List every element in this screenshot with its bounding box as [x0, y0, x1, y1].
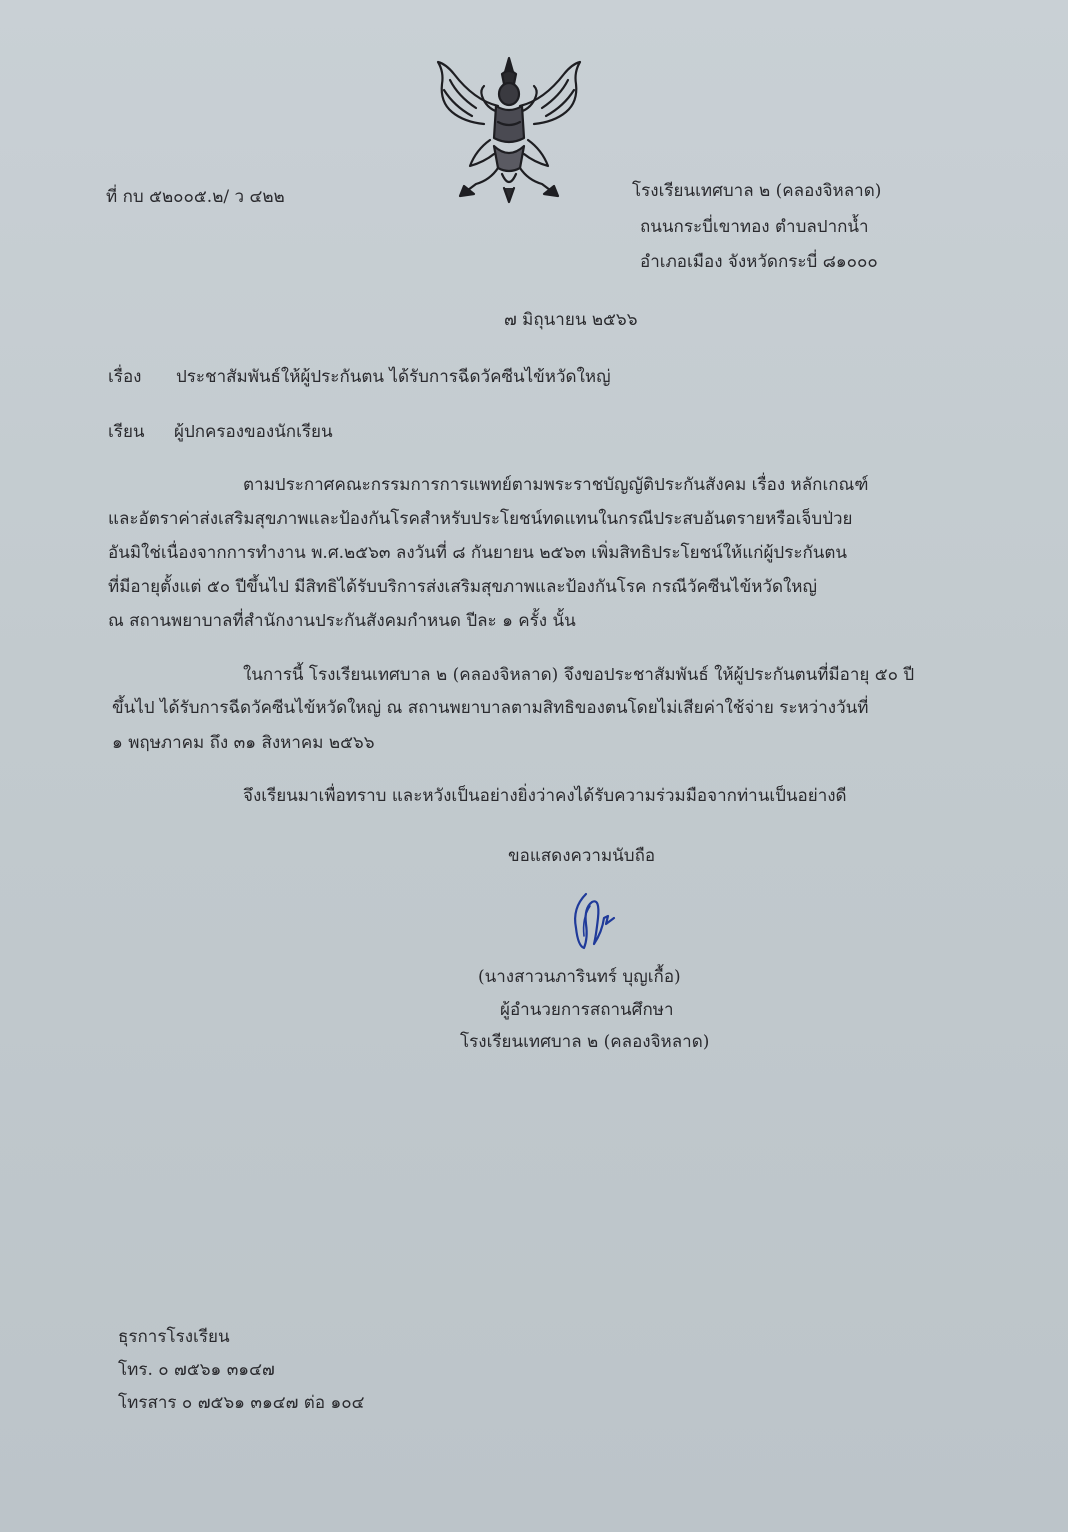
address-line-3: อำเภอเมือง จังหวัดกระบี่ ๘๑๐๐๐ [640, 252, 878, 272]
footer-department: ธุรการโรงเรียน [118, 1327, 230, 1347]
para1-line-4: ที่มีอายุตั้งแต่ ๕๐ ปีขึ้นไป มีสิทธิได้รับบริการส่งเสริมสุขภาพและป้องกันโรค กรณีวัคซีนไข้หวัดใหญ่ [108, 577, 818, 597]
address-line-2: ถนนกระบี่เขาทอง ตำบลปากน้ำ [640, 217, 869, 237]
para2-line-2: ขึ้นไป ได้รับการฉีดวัคซีนไข้หวัดใหญ่ ณ สถานพยาบาลตามสิทธิของตนโดยไม่เสียค่าใช้จ่าย ระหว่างวันที่ [112, 698, 869, 718]
reference-number: ที่ กบ ๕๒๐๐๕.๒/ ว ๔๒๒ [106, 187, 285, 207]
letter-date: ๗ มิถุนายน ๒๕๖๖ [504, 310, 638, 330]
para2-line-1: ในการนี้ โรงเรียนเทศบาล ๒ (คลองจิหลาด) จึงขอประชาสัมพันธ์ ให้ผู้ประกันตนที่มีอายุ ๕๐ ปี [243, 665, 915, 685]
salutation: ขอแสดงความนับถือ [508, 846, 656, 866]
para1-line-3: อันมิใช่เนื่องจากการทำงาน พ.ศ.๒๕๖๓ ลงวันที่ ๘ กันยายน ๒๕๖๓ เพิ่มสิทธิประโยชน์ให้แก่ผู้ประกันตน [108, 543, 848, 563]
para1-line-1: ตามประกาศคณะกรรมการการแพทย์ตามพระราชบัญญัติประกันสังคม เรื่อง หลักเกณฑ์ [243, 475, 869, 495]
signatory-organization: โรงเรียนเทศบาล ๒ (คลองจิหลาด) [460, 1032, 710, 1052]
subject-label: เรื่อง [108, 367, 142, 387]
recipient-text: ผู้ปกครองของนักเรียน [174, 422, 333, 442]
footer-fax: โทรสาร ๐ ๗๕๖๑ ๓๑๔๗ ต่อ ๑๐๔ [118, 1393, 365, 1413]
para1-line-5: ณ สถานพยาบาลที่สำนักงานประกันสังคมกำหนด ปีละ ๑ ครั้ง นั้น [108, 611, 576, 631]
handwritten-signature [568, 888, 620, 954]
para1-line-2: และอัตราค่าส่งเสริมสุขภาพและป้องกันโรคสำหรับประโยชน์ทดแทนในกรณีประสบอันตรายหรือเจ็บป่วย [108, 509, 853, 529]
garuda-emblem-icon [424, 50, 594, 210]
signatory-position: ผู้อำนวยการสถานศึกษา [500, 1000, 674, 1020]
address-line-1: โรงเรียนเทศบาล ๒ (คลองจิหลาด) [632, 181, 882, 201]
subject-text: ประชาสัมพันธ์ให้ผู้ประกันตน ได้รับการฉีดวัคซีนไข้หวัดใหญ่ [176, 367, 611, 387]
signatory-name: (นางสาวนภารินทร์ บุญเกื้อ) [478, 967, 681, 987]
recipient-label: เรียน [108, 422, 145, 442]
closing-sentence: จึงเรียนมาเพื่อทราบ และหวังเป็นอย่างยิ่งว่าคงได้รับความร่วมมือจากท่านเป็นอย่างดี [243, 786, 847, 806]
footer-phone: โทร. ๐ ๗๕๖๑ ๓๑๔๗ [118, 1360, 275, 1380]
para2-line-3: ๑ พฤษภาคม ถึง ๓๑ สิงหาคม ๒๕๖๖ [112, 733, 375, 753]
